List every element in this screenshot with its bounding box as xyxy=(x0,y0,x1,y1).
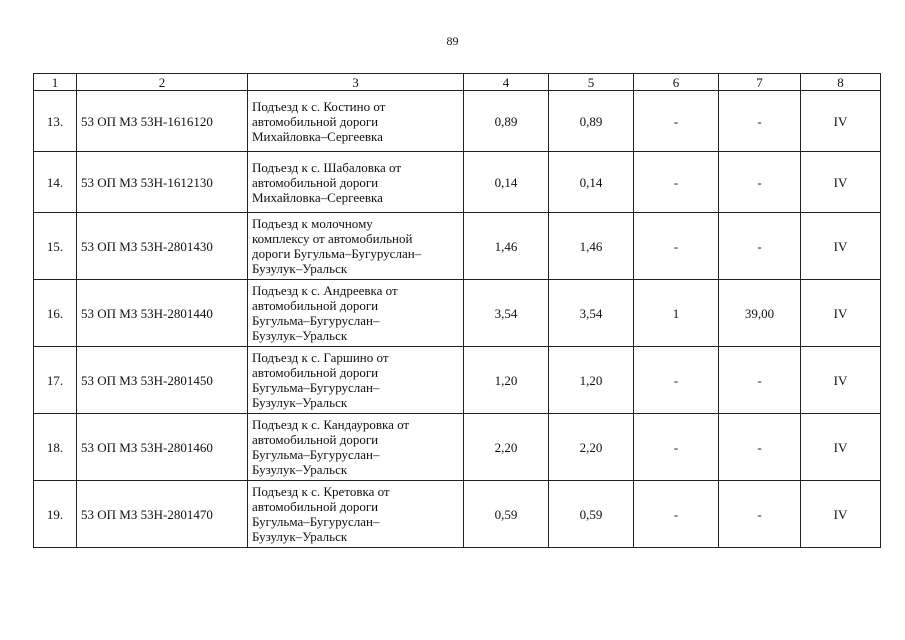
cell-col-4: 0,89 xyxy=(464,91,549,152)
cell-col-5: 1,20 xyxy=(549,347,634,414)
column-header-8: 8 xyxy=(801,74,881,91)
cell-col-7: - xyxy=(719,414,801,481)
cell-col-7: - xyxy=(719,347,801,414)
cell-col-8: IV xyxy=(801,91,881,152)
cell-col-4: 2,20 xyxy=(464,414,549,481)
table-row xyxy=(34,213,881,280)
cell-col-6: - xyxy=(634,152,719,213)
road-code: 53 ОП МЗ 53Н-1616120 xyxy=(77,91,248,152)
row-number: 15. xyxy=(34,213,77,280)
table-row xyxy=(34,481,881,548)
table-row xyxy=(34,414,881,481)
cell-col-4: 0,14 xyxy=(464,152,549,213)
cell-col-7: - xyxy=(719,152,801,213)
column-header-6: 6 xyxy=(634,74,719,91)
roads-table xyxy=(33,73,881,548)
cell-col-6: - xyxy=(634,91,719,152)
road-code: 53 ОП МЗ 53Н-2801440 xyxy=(77,280,248,347)
cell-col-4: 1,20 xyxy=(464,347,549,414)
table-row xyxy=(34,152,881,213)
road-name: Подъезд к молочному комплексу от автомобильной дороги Бугульма–Бугуруслан– Бузулук–Уральск xyxy=(248,213,464,280)
row-number: 14. xyxy=(34,152,77,213)
road-name: Подъезд к с. Шабаловка от автомобильной дороги Михайловка–Сергеевка xyxy=(248,152,464,213)
cell-col-5: 1,46 xyxy=(549,213,634,280)
road-name: Подъезд к с. Андреевка от автомобильной дороги Бугульма–Бугуруслан– Бузулук–Уральск xyxy=(248,280,464,347)
table-row xyxy=(34,347,881,414)
page-number: 89 xyxy=(446,34,459,48)
cell-col-8: IV xyxy=(801,213,881,280)
table-row xyxy=(34,91,881,152)
cell-col-8: IV xyxy=(801,481,881,548)
column-header-3: 3 xyxy=(248,74,464,91)
road-code: 53 ОП МЗ 53Н-2801450 xyxy=(77,347,248,414)
cell-col-4: 1,46 xyxy=(464,213,549,280)
row-number: 17. xyxy=(34,347,77,414)
column-header-2: 2 xyxy=(77,74,248,91)
road-code: 53 ОП МЗ 53Н-2801470 xyxy=(77,481,248,548)
cell-col-4: 0,59 xyxy=(464,481,549,548)
cell-col-7: 39,00 xyxy=(719,280,801,347)
cell-col-7: - xyxy=(719,213,801,280)
road-name: Подъезд к с. Костино от автомобильной дороги Михайловка–Сергеевка xyxy=(248,91,464,152)
road-name: Подъезд к с. Гаршино от автомобильной дороги Бугульма–Бугуруслан– Бузулук–Уральск xyxy=(248,347,464,414)
road-code: 53 ОП МЗ 53Н-2801460 xyxy=(77,414,248,481)
road-name: Подъезд к с. Кандауровка от автомобильной дороги Бугульма–Бугуруслан– Бузулук–Уральск xyxy=(248,414,464,481)
cell-col-4: 3,54 xyxy=(464,280,549,347)
column-header-7: 7 xyxy=(719,74,801,91)
row-number: 16. xyxy=(34,280,77,347)
cell-col-8: IV xyxy=(801,414,881,481)
cell-col-7: - xyxy=(719,91,801,152)
column-header-4: 4 xyxy=(464,74,549,91)
cell-col-7: - xyxy=(719,481,801,548)
cell-col-6: - xyxy=(634,213,719,280)
cell-col-6: - xyxy=(634,347,719,414)
cell-col-6: 1 xyxy=(634,280,719,347)
road-name: Подъезд к с. Кретовка от автомобильной дороги Бугульма–Бугуруслан– Бузулук–Уральск xyxy=(248,481,464,548)
road-code: 53 ОП МЗ 53Н-2801430 xyxy=(77,213,248,280)
road-code: 53 ОП МЗ 53Н-1612130 xyxy=(77,152,248,213)
row-number: 19. xyxy=(34,481,77,548)
cell-col-8: IV xyxy=(801,152,881,213)
cell-col-6: - xyxy=(634,414,719,481)
cell-col-6: - xyxy=(634,481,719,548)
row-number: 18. xyxy=(34,414,77,481)
cell-col-5: 2,20 xyxy=(549,414,634,481)
table-header-row xyxy=(34,74,881,91)
cell-col-8: IV xyxy=(801,347,881,414)
row-number: 13. xyxy=(34,91,77,152)
cell-col-5: 0,59 xyxy=(549,481,634,548)
table-row xyxy=(34,280,881,347)
column-header-1: 1 xyxy=(34,74,77,91)
column-header-5: 5 xyxy=(549,74,634,91)
cell-col-5: 0,89 xyxy=(549,91,634,152)
cell-col-5: 0,14 xyxy=(549,152,634,213)
cell-col-5: 3,54 xyxy=(549,280,634,347)
cell-col-8: IV xyxy=(801,280,881,347)
